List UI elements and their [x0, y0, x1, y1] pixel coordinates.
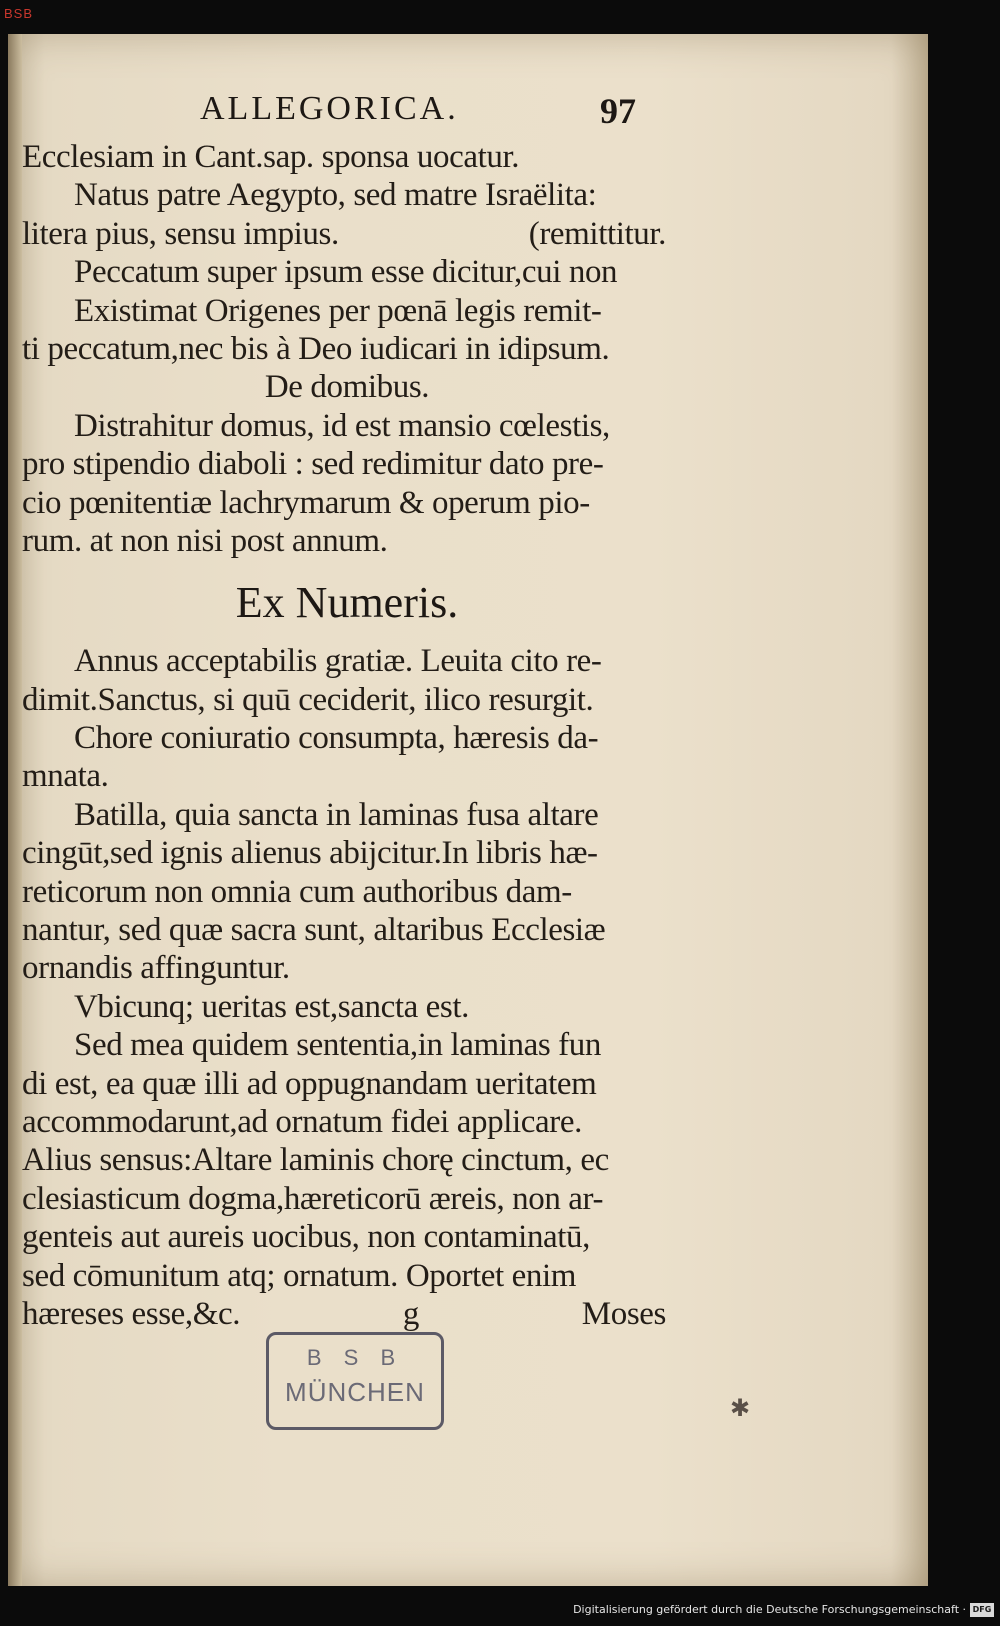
page-gutter: [8, 34, 22, 1586]
text-line: cio pœnitentiæ lachrymarum & operum pio-: [22, 484, 590, 521]
text-line: Annus acceptabilis gratiæ. Leuita cito re-: [74, 643, 602, 680]
text-line: dimit.Sanctus, si quū ceciderit, ilico resurgit.: [22, 681, 594, 718]
text-line: Vbicunq; ueritas est,sancta est.: [74, 988, 469, 1025]
text-line: Alius sensus:Altare laminis chorę cinctum, ec: [22, 1142, 609, 1179]
text-line: Distrahitur domus, id est mansio cœlestis,: [74, 407, 610, 444]
text-line: Peccatum super ipsum esse dicitur,cui non: [74, 254, 618, 291]
text-line: sed cōmunitum atq; ornatum. Oportet enim: [22, 1257, 577, 1294]
text-line: Natus patre Aegypto, sed matre Israëlita:: [74, 177, 597, 214]
last-line: [22, 1295, 672, 1333]
text-line: di est, ea quæ illi ad oppugnandam ueritatem: [22, 1065, 597, 1102]
book-page: [8, 34, 928, 1586]
text-line: Existimat Origenes per pœnā legis remit-: [74, 292, 602, 329]
stamp-line: MÜNCHEN: [285, 1377, 425, 1407]
text-line: cingūt,sed ignis alienus abijcitur.In libris hæ-: [22, 835, 598, 872]
text-line: ti peccatum,nec bis à Deo iudicari in idipsum.: [22, 330, 610, 367]
library-stamp: [266, 1332, 444, 1430]
text-line: hæreses esse,&c.: [22, 1295, 241, 1332]
text-line: mnata.: [22, 758, 109, 795]
body-text: [22, 138, 672, 1333]
text-line: nantur, sed quæ sacra sunt, altaribus Ecclesiæ: [22, 912, 606, 949]
text-line: accommodarunt,ad ornatum fidei applicare.: [22, 1103, 582, 1140]
catchword: Moses: [581, 1295, 666, 1332]
text-line: litera pius, sensu impius.: [22, 215, 339, 252]
library-mark: BSB: [4, 6, 34, 21]
stamp-line: B S B: [306, 1345, 404, 1370]
text-line-pair: [22, 215, 672, 253]
text-line: Ecclesiam in Cant.sap. sponsa uocatur.: [22, 139, 520, 175]
text-line: reticorum non omnia cum authoribus dam-: [22, 873, 572, 910]
subheading: De domibus.: [264, 369, 430, 406]
text-line: Chore coniuratio consumpta, hæresis da-: [74, 720, 599, 757]
page-number: 97: [600, 91, 636, 131]
running-title: ALLEGORICA.: [200, 90, 459, 127]
text-line: Batilla, quia sancta in laminas fusa altare: [74, 796, 599, 833]
signature-mark: g: [402, 1295, 420, 1332]
funding-credit: Digitalisierung gefördert durch die Deutsche Forschungsgemeinschaft ·: [573, 1603, 966, 1616]
text-line: (remittitur.: [528, 215, 666, 252]
text-line: clesiasticum dogma,hæreticorū æreis, non ar-: [22, 1180, 604, 1217]
dfg-logo: DFG: [970, 1603, 994, 1617]
text-line: rum. at non nisi post annum.: [22, 522, 388, 559]
text-line: genteis aut aureis uocibus, non contaminatū,: [22, 1219, 591, 1256]
ink-speck: ✱: [730, 1396, 751, 1422]
text-line: pro stipendio diaboli : sed redimitur dato pre-: [22, 446, 604, 483]
section-heading: Ex Numeris.: [235, 578, 459, 628]
text-line: ornandis affinguntur.: [22, 950, 290, 987]
text-line: Sed mea quidem sententia,in laminas fun: [74, 1027, 601, 1064]
